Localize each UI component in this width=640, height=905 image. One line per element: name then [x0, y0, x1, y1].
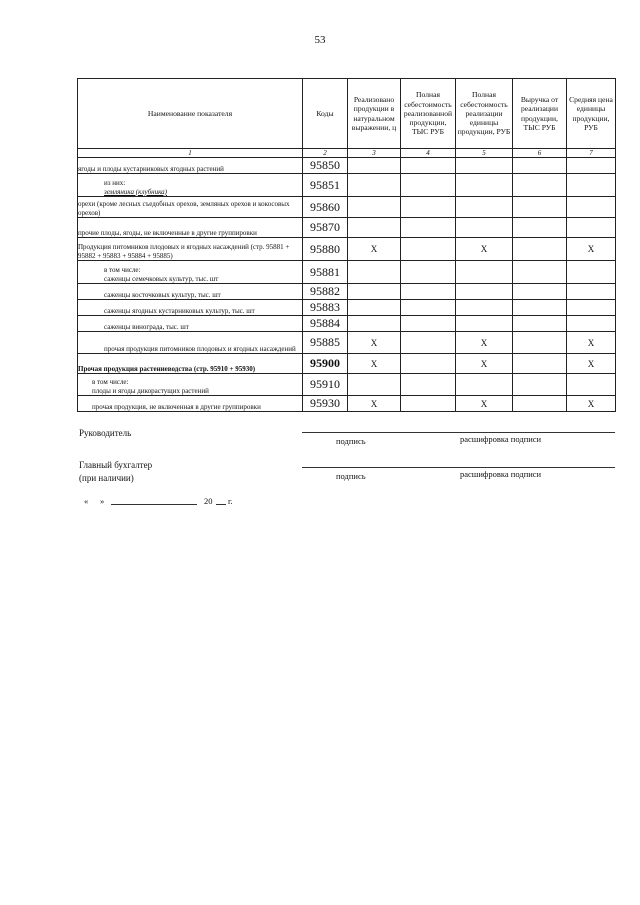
- row-value-cell: X: [348, 238, 401, 261]
- row-code: 95860: [303, 197, 348, 218]
- row-value-cell: [513, 374, 567, 396]
- row-code: 95884: [303, 316, 348, 332]
- row-value-cell: [567, 316, 616, 332]
- table-header-row: [78, 79, 616, 149]
- row-value-cell: [567, 174, 616, 197]
- row-value-cell: X: [348, 396, 401, 412]
- row-value-cell: [348, 316, 401, 332]
- row-name-text: в том числе:: [104, 266, 141, 274]
- row-value-cell: [456, 374, 513, 396]
- table-row: [78, 332, 616, 354]
- row-value-cell: [513, 284, 567, 300]
- row-name-text: саженцы ягодных кустарниковых культур, тыс. шт: [104, 306, 255, 315]
- row-value-cell: [513, 261, 567, 284]
- table-row: [78, 354, 616, 374]
- row-value-cell: [513, 300, 567, 316]
- row-name: [78, 354, 303, 374]
- row-value-cell: [513, 174, 567, 197]
- header-codes: Коды: [303, 79, 348, 149]
- row-value-cell: [401, 197, 456, 218]
- header-sold-quantity: Реализовано продукции в натуральном выражении, ц: [348, 79, 401, 149]
- date-line: [111, 504, 197, 505]
- row-value-cell: [401, 218, 456, 238]
- row-code: 95900: [303, 354, 348, 374]
- column-number: 1: [78, 149, 303, 158]
- row-value-cell: [513, 316, 567, 332]
- row-value-cell: [567, 197, 616, 218]
- row-name-text: в том числе:: [92, 378, 129, 386]
- row-value-cell: [513, 396, 567, 412]
- row-value-cell: X: [567, 238, 616, 261]
- table-row: [78, 300, 616, 316]
- row-code: 95870: [303, 218, 348, 238]
- row-value-cell: X: [348, 332, 401, 354]
- row-code: 95883: [303, 300, 348, 316]
- column-number: 6: [513, 149, 567, 158]
- row-value-cell: [348, 284, 401, 300]
- header-unit-cost: Полная себестоимость реализации единицы продукции, РУБ: [456, 79, 513, 149]
- row-name-text: саженцы косточковых культур, тыс. шт: [104, 290, 221, 299]
- year-prefix: 20: [204, 496, 213, 506]
- table-row: [78, 197, 616, 218]
- row-name: [78, 218, 303, 238]
- row-subname-text: плоды и ягоды дикорастущих растений: [92, 386, 209, 395]
- row-value-cell: [513, 238, 567, 261]
- table-row: [78, 316, 616, 332]
- row-name-text: прочие плоды, ягоды, не включенные в другие группировки: [78, 228, 257, 237]
- accountant-signature-line: [302, 467, 615, 468]
- table-row: [78, 158, 616, 174]
- row-value-cell: X: [567, 354, 616, 374]
- row-value-cell: [513, 354, 567, 374]
- row-value-cell: [513, 218, 567, 238]
- table-row: [78, 174, 616, 197]
- row-value-cell: [456, 174, 513, 197]
- row-value-cell: X: [456, 396, 513, 412]
- row-value-cell: [401, 332, 456, 354]
- row-name: [78, 396, 303, 412]
- row-name-text: прочая продукция питомников плодовых и ягодных насаждений: [104, 344, 296, 353]
- row-value-cell: [456, 300, 513, 316]
- table-row: [78, 396, 616, 412]
- row-subname-text: земляника (клубника): [104, 187, 167, 196]
- table-row: [78, 238, 616, 261]
- row-value-cell: [567, 218, 616, 238]
- row-value-cell: X: [456, 238, 513, 261]
- row-value-cell: [401, 238, 456, 261]
- row-value-cell: [348, 158, 401, 174]
- row-code: 95851: [303, 174, 348, 197]
- row-code: 95850: [303, 158, 348, 174]
- row-value-cell: [348, 300, 401, 316]
- row-value-cell: [401, 396, 456, 412]
- row-value-cell: X: [348, 354, 401, 374]
- row-name: [78, 284, 303, 300]
- row-value-cell: [401, 158, 456, 174]
- row-value-cell: [401, 284, 456, 300]
- row-name: [78, 261, 303, 284]
- row-value-cell: X: [567, 332, 616, 354]
- row-name: [78, 332, 303, 354]
- header-revenue: Выручка от реализации продукции, ТЫС РУБ: [513, 79, 567, 149]
- row-value-cell: [456, 218, 513, 238]
- row-name: [78, 197, 303, 218]
- date-close-quote: »: [100, 496, 105, 506]
- director-signature-caption: подпись: [336, 436, 366, 446]
- accountant-signature-caption: подпись: [336, 471, 366, 481]
- table-row: [78, 218, 616, 238]
- row-name-text: из них:: [104, 179, 126, 187]
- row-name: [78, 158, 303, 174]
- row-name-text: Продукция питомников плодовых и ягодных насаждений (стр. 95881 + 95882 + 95883 + 95884 + 95885): [78, 243, 290, 260]
- row-code: 95910: [303, 374, 348, 396]
- column-number: 2: [303, 149, 348, 158]
- row-value-cell: [567, 158, 616, 174]
- row-name: [78, 300, 303, 316]
- row-name-text: орехи (кроме лесных съедобных орехов, земляных орехов и кокосовых орехов): [78, 200, 290, 217]
- row-value-cell: [401, 261, 456, 284]
- director-decryption-caption: расшифровка подписи: [460, 434, 542, 444]
- row-name: [78, 174, 303, 197]
- table-body: [78, 158, 616, 412]
- director-label: Руководитель: [79, 428, 132, 438]
- row-value-cell: [513, 158, 567, 174]
- column-number-row: [78, 149, 616, 158]
- row-name-text: ягоды и плоды кустарниковых ягодных растений: [78, 164, 224, 173]
- row-code: 95880: [303, 238, 348, 261]
- year-suffix: г.: [228, 496, 233, 506]
- column-number: 4: [401, 149, 456, 158]
- row-value-cell: [401, 374, 456, 396]
- row-value-cell: [456, 316, 513, 332]
- row-value-cell: [348, 218, 401, 238]
- row-name-text: прочая продукция, не включенная в другие группировки: [92, 402, 261, 411]
- column-number: 5: [456, 149, 513, 158]
- row-value-cell: [456, 284, 513, 300]
- date-open-quote: «: [84, 496, 89, 506]
- table-row: [78, 374, 616, 396]
- header-full-cost: Полная себестоимость реализованной продукции, ТЫС РУБ: [401, 79, 456, 149]
- row-value-cell: [348, 374, 401, 396]
- row-value-cell: [456, 261, 513, 284]
- row-subname-text: саженцы семечковых культур, тыс. шт: [104, 274, 219, 283]
- row-value-cell: X: [567, 396, 616, 412]
- row-value-cell: X: [456, 332, 513, 354]
- row-value-cell: [567, 284, 616, 300]
- row-name: [78, 374, 303, 396]
- header-indicator-name: Наименование показателя: [78, 79, 303, 149]
- row-value-cell: [456, 158, 513, 174]
- row-value-cell: [348, 261, 401, 284]
- row-value-cell: [401, 316, 456, 332]
- row-value-cell: [456, 197, 513, 218]
- row-value-cell: [348, 197, 401, 218]
- column-number: 3: [348, 149, 401, 158]
- accountant-decryption-caption: расшифровка подписи: [460, 469, 542, 479]
- report-table: [77, 78, 616, 412]
- director-signature-line: [302, 432, 615, 433]
- row-value-cell: [567, 374, 616, 396]
- row-value-cell: [513, 197, 567, 218]
- row-value-cell: [401, 174, 456, 197]
- table-row: [78, 261, 616, 284]
- row-value-cell: [401, 354, 456, 374]
- row-code: 95885: [303, 332, 348, 354]
- column-number: 7: [567, 149, 616, 158]
- row-name: [78, 316, 303, 332]
- row-name: [78, 238, 303, 261]
- table-row: [78, 284, 616, 300]
- row-code: 95930: [303, 396, 348, 412]
- page-number: 53: [314, 34, 326, 46]
- accountant-note: (при наличии): [79, 473, 134, 483]
- row-value-cell: [348, 174, 401, 197]
- row-name-text: Прочая продукция растениеводства (стр. 95910 + 95930): [78, 364, 256, 373]
- row-value-cell: [401, 300, 456, 316]
- row-value-cell: [513, 332, 567, 354]
- row-value-cell: X: [456, 354, 513, 374]
- accountant-label: Главный бухгалтер: [79, 460, 153, 470]
- row-value-cell: [567, 300, 616, 316]
- header-average-price: Средняя цена единицы продукции, РУБ: [567, 79, 616, 149]
- row-code: 95881: [303, 261, 348, 284]
- row-value-cell: [567, 261, 616, 284]
- row-name-text: саженцы винограда, тыс. шт: [104, 322, 189, 331]
- row-code: 95882: [303, 284, 348, 300]
- year-line: [216, 504, 226, 505]
